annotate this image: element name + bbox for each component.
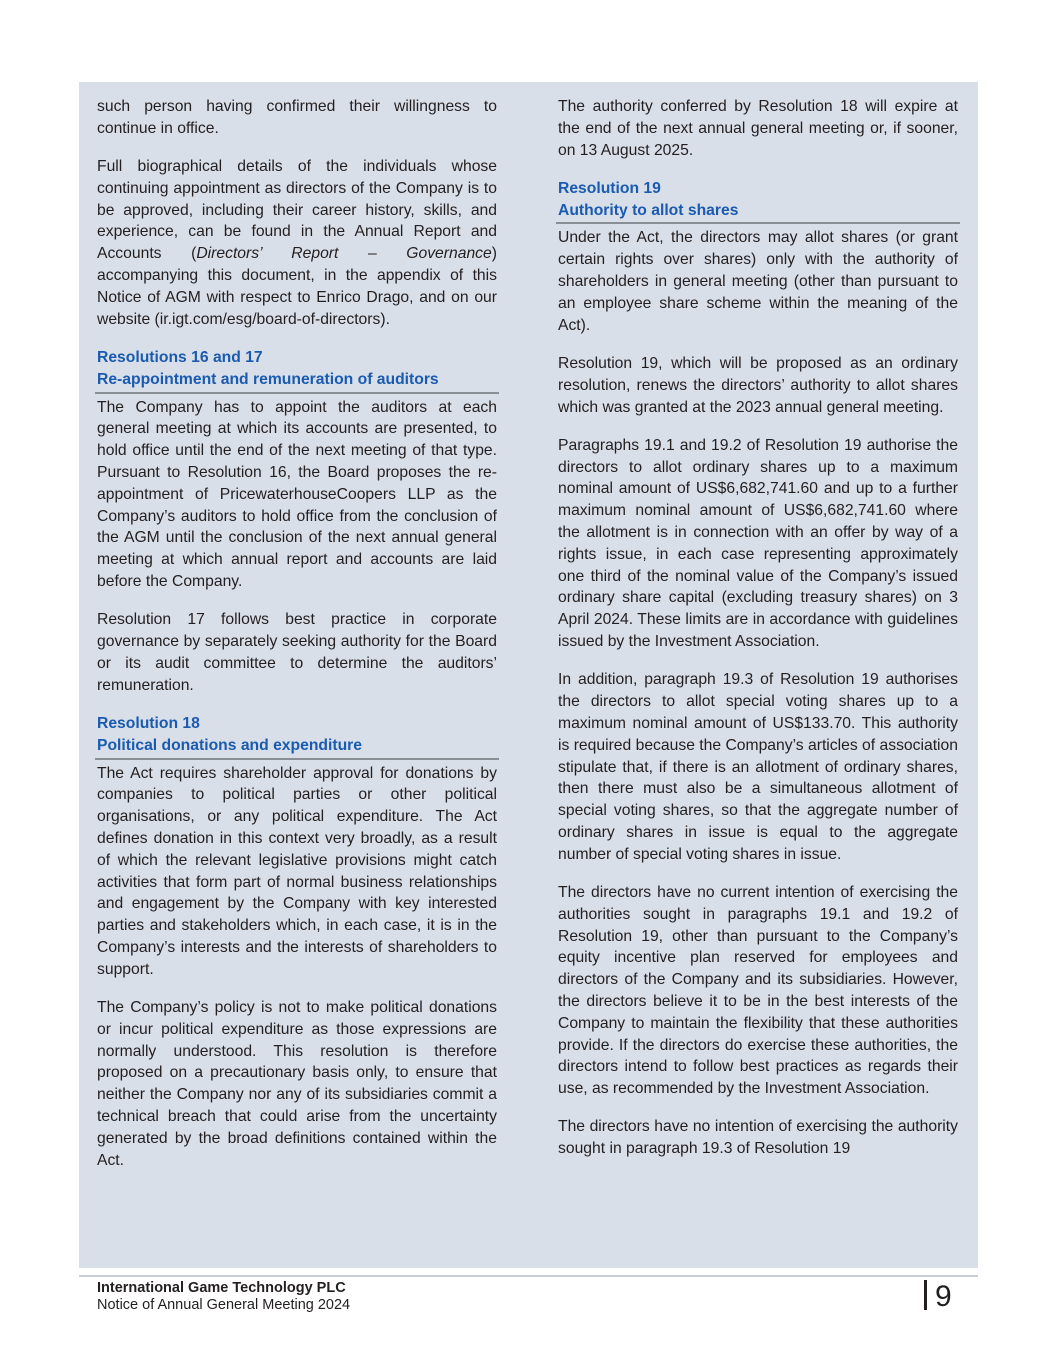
heading-line: Re-appointment and remuneration of auditors xyxy=(97,370,439,388)
paragraph: The directors have no intention of exercising the authority sought in paragraph 19.3 of Resolution 19 xyxy=(558,1118,958,1158)
paragraph: Resolution 17 follows best practice in corporate governance by separately seeking authority for the Board or its audit committee to determine the auditors’ remuneration. xyxy=(97,611,497,694)
page-number xyxy=(924,1278,952,1316)
report-section-reference: Directors’ Report – Governance xyxy=(196,245,492,263)
paragraph: The Act requires shareholder approval for donations by companies to political parties or other political organisations, or any political expenditure. The Act defines donation in this context very broadly, as a result of which the relevant legislative provisions might catch activities that form part of normal business relationships and engagement by the Company with key interested parties and stakeholders which, in each case, it is in the Company’s interests and the interests of shareholders to support. xyxy=(97,764,497,978)
paragraph: Resolution 19, which will be proposed as an ordinary resolution, renews the directors’ authority to allot shares which was granted at the 2023 annual general meeting. xyxy=(558,354,958,416)
paragraph: Paragraphs 19.1 and 19.2 of Resolution 19 authorise the directors to allot ordinary shares up to a maximum nominal amount of US$6,682,741.60 and up to a further maximum nominal amount of US$6,682,741.60 where the allotment is in connection with an offer by way of a rights issue, in each case representing approximately one third of the nominal value of the Company’s issued ordinary share capital (excluding treasury shares) on 3 April 2024. These limits are in accordance with guidelines issued by the Investment Association. xyxy=(558,436,958,651)
left-column xyxy=(97,96,497,1171)
heading-line: Resolutions 16 and 17 xyxy=(97,348,263,366)
footer-document-title: Notice of Annual General Meeting 2024 xyxy=(97,1297,351,1313)
heading-line: Political donations and expenditure xyxy=(97,736,362,754)
page-number-value: 9 xyxy=(935,1280,952,1313)
paragraph: The authority conferred by Resolution 18 will expire at the end of the next annual general meeting or, if sooner, on 13 August 2025. xyxy=(558,98,958,159)
paragraph-text: Full biographical details of the individuals whose continuing appointment as directors of the Company is to be approved, including their career history, skills, and experience, can be found in the Annual Report and Accounts ( xyxy=(97,158,497,263)
heading-line: Resolution 19 xyxy=(558,179,661,197)
footer-divider xyxy=(79,1275,978,1277)
page-number-bar xyxy=(924,1280,927,1310)
footer-company-name: International Game Technology PLC xyxy=(97,1280,346,1296)
section-heading-resolutions-16-17 xyxy=(95,347,499,394)
section-heading-resolution-18 xyxy=(95,713,499,760)
paragraph-biographical-details xyxy=(97,156,497,330)
paragraph: The Company’s policy is not to make political donations or incur political expenditure as those expressions are normally understood. This resolution is therefore proposed on a precautionary basis only, to ensure that neither the Company nor any of its subsidiaries commit a technical breach that could arise from the uncertainty generated by the broad definitions contained within the Act. xyxy=(97,998,497,1169)
paragraph-text: ) accompanying this document, in the appendix of this Notice of AGM with respect to Enrico Drago, and on our website (ir.igt.com/esg/board-of-directors). xyxy=(97,245,497,328)
paragraph: Under the Act, the directors may allot shares (or grant certain rights over shares) only with the authority of shareholders in general meeting (other than pursuant to an employee share scheme within the meaning of the Act). xyxy=(558,229,958,334)
paragraph: such person having confirmed their willingness to continue in office. xyxy=(97,98,497,137)
paragraph: The directors have no current intention of exercising the authorities sought in paragraphs 19.1 and 19.2 of Resolution 19, other than pursuant to the Company’s equity incentive plan reserved for employees and directors of the Company and its subsidiaries. However, the directors believe it to be in the best interests of the Company to maintain the flexibility that these authorities provide. If the directors do exercise these authorities, the directors intend to follow best practices as regards their use, as recommended by the Investment Association. xyxy=(558,884,958,1098)
right-column xyxy=(558,96,958,1160)
heading-line: Authority to allot shares xyxy=(558,201,739,219)
heading-line: Resolution 18 xyxy=(97,714,200,732)
paragraph: The Company has to appoint the auditors at each general meeting at which its accounts are presented, to hold office until the end of the next meeting of that type. Pursuant to Resolution 16, the Board proposes the re-appointment of PricewaterhouseCoopers LLP as the Company’s auditors to hold office from the conclusion of the AGM until the conclusion of the next annual general meeting at which annual report and accounts are laid before the Company. xyxy=(97,398,497,590)
paragraph: In addition, paragraph 19.3 of Resolution 19 authorises the directors to allot special voting shares up to a maximum nominal amount of US$133.70. This authority is required because the Company’s articles of association stipulate that, if there is an allotment of ordinary shares, then there must also be a simultaneous allotment of special voting shares, so that the aggregate number of ordinary shares in issue is equal to the aggregate number of special voting shares in issue. xyxy=(558,671,958,863)
section-heading-resolution-19 xyxy=(556,178,960,225)
